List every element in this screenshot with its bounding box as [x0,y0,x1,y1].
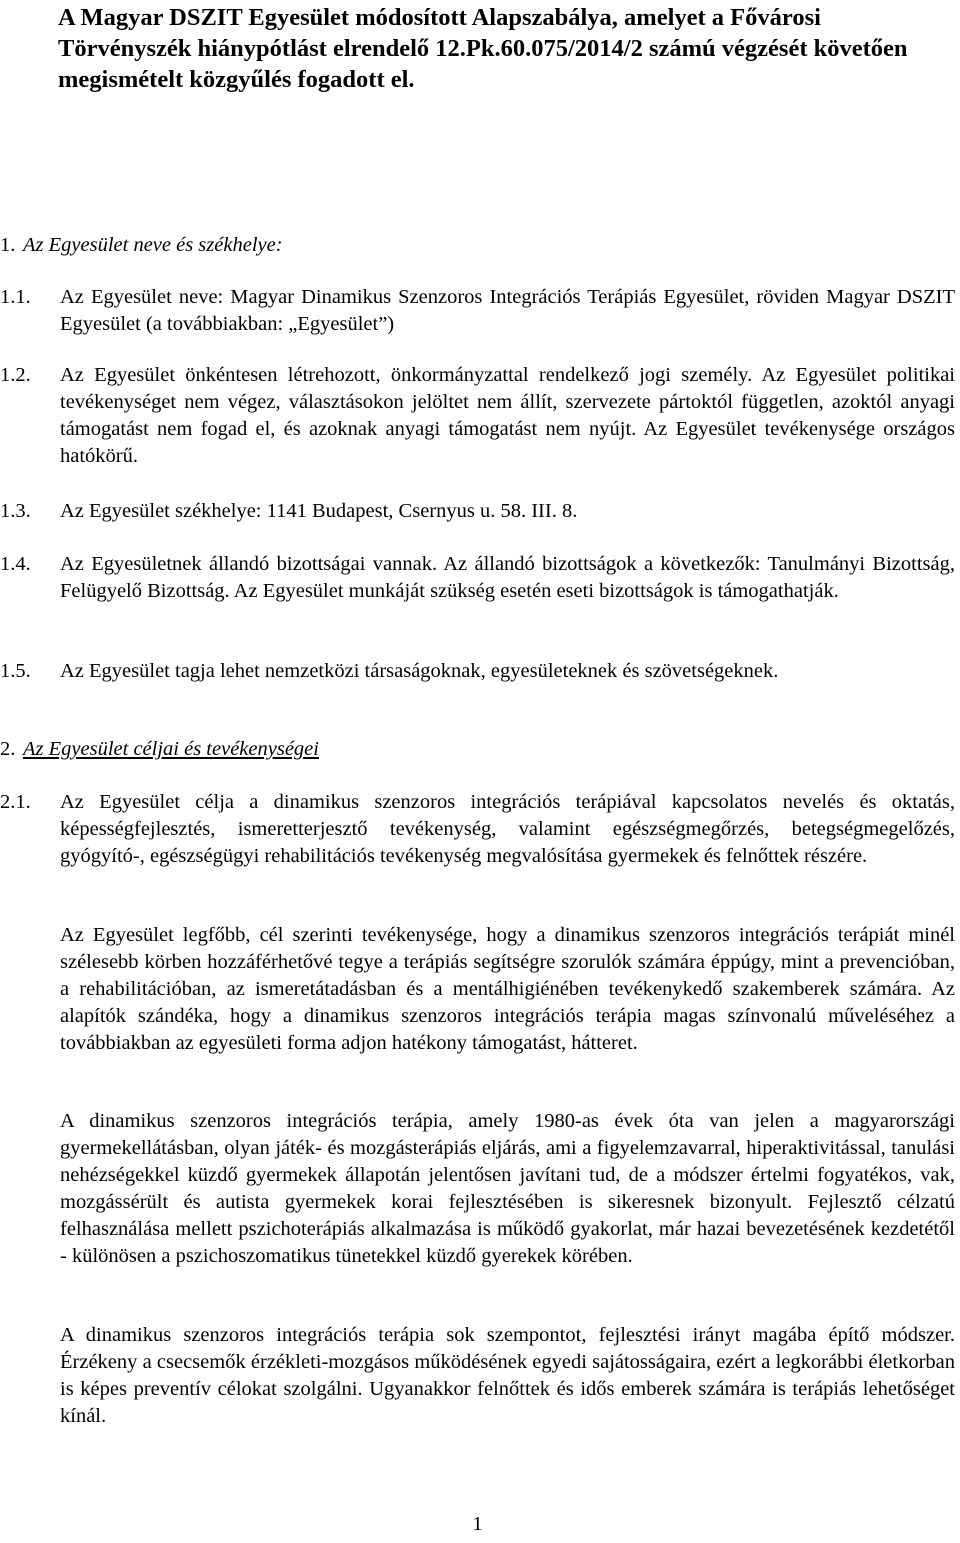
paragraph: A dinamikus szenzoros integrációs terápia sok szempontot, fejlesztési irányt magába építő módszer. Érzékeny a csecsemők érzékleti-mozgásos működésének egyedi sajátosságaira, ezért a legkorábbi életkorban is képes preventív célokat szolgálni. Ugyanakkor felnőttek és idős emberek számára is terápiás lehetőséget kínál. [60,1324,955,1427]
page-number: 1 [472,1513,483,1535]
document-title: A Magyar DSZIT Egyesület módosított Alapszabálya, amelyet a Fővárosi Törvényszék hiánypótlást elrendelő 12.Pk.60.075/2014/2 számú végzését követően megismételt közgyűlés fogadott el. [58,4,908,93]
clause-text: Az Egyesület székhelye: 1141 Budapest, Csernyus u. 58. III. 8. [60,500,578,522]
section-2-number: 2. [0,738,16,760]
clause-number: 1.1. [0,286,31,308]
paragraph: A dinamikus szenzoros integrációs terápia, amely 1980-as évek óta van jelen a magyarországi gyermekellátásban, olyan játék- és mozgásterápiás eljárás, ami a figyelemzavarral, hiperaktivitással, tanulási nehézségekkel küzdő gyermekek állapotán jelentősen javítani tud, de a módszer értelmi fogyatékos, vak, mozgássérült és autista gyermekek korai fejlesztésében is sikeresnek bizonyult. Fejlesztő célzatú felhasználása mellett pszichoterápiás alkalmazása is működő gyakorlat, már hazai bevezetésének kezdetétől - különösen a pszichoszomatikus tünetekkel küzdő gyerekek körében. [60,1110,955,1267]
section-1-title: Az Egyesület neve és székhelye: [23,234,283,256]
section-2-title: Az Egyesület céljai és tevékenységei [23,738,319,760]
clause-number: 2.1. [0,791,31,813]
clause-text: Az Egyesület neve: Magyar Dinamikus Szenzoros Integrációs Terápiás Egyesület, röviden Magyar DSZIT Egyesület (a továbbiakban: „Egyesület”) [60,286,955,335]
clause-number: 1.4. [0,553,31,575]
paragraph: Az Egyesület legfőbb, cél szerinti tevékenysége, hogy a dinamikus szenzoros integrációs terápiát minél szélesebb körben hozzáférhetővé tegye a terápiás segítségre szorulók számára éppúgy, mint a prevencióban, a rehabilitációban, az ismeretátadásban és a mentálhigiénében tevékenykedő szakemberek számára. Az alapítók szándéka, hogy a dinamikus szenzoros integrációs terápia magas színvonalú műveléséhez a továbbiakban az egyesületi forma adjon hatékony támogatást, hátteret. [60,924,955,1054]
clause-text: Az Egyesületnek állandó bizottságai vannak. Az állandó bizottságok a következők: Tanulmányi Bizottság, Felügyelő Bizottság. Az Egyesület munkáját szükség esetén eseti bizottságok is támogathatják. [60,553,955,602]
clause-number: 1.2. [0,364,31,386]
clause-number: 1.3. [0,500,31,522]
section-1-number: 1. [0,234,16,256]
clause-number: 1.5. [0,660,31,682]
clause-text: Az Egyesület tagja lehet nemzetközi társaságoknak, egyesületeknek és szövetségeknek. [60,660,779,682]
clause-text: Az Egyesület célja a dinamikus szenzoros integrációs terápiával kapcsolatos nevelés és oktatás, képességfejlesztés, ismeretterjesztő tevékenység, valamint egészségmegőrzés, betegségmegelőzés, gyógyító-, egészségügyi rehabilitációs tevékenység megvalósítása gyermekek és felnőttek részére. [60,791,955,867]
clause-text: Az Egyesület önkéntesen létrehozott, önkormányzattal rendelkező jogi személy. Az Egyesület politikai tevékenységet nem végez, választásokon jelöltet nem állít, szervezete pártoktól független, azoktól anyagi támogatást nem fogad el, és azoknak anyagi támogatást nem nyújt. Az Egyesület tevékenysége országos hatókörű. [60,364,955,467]
